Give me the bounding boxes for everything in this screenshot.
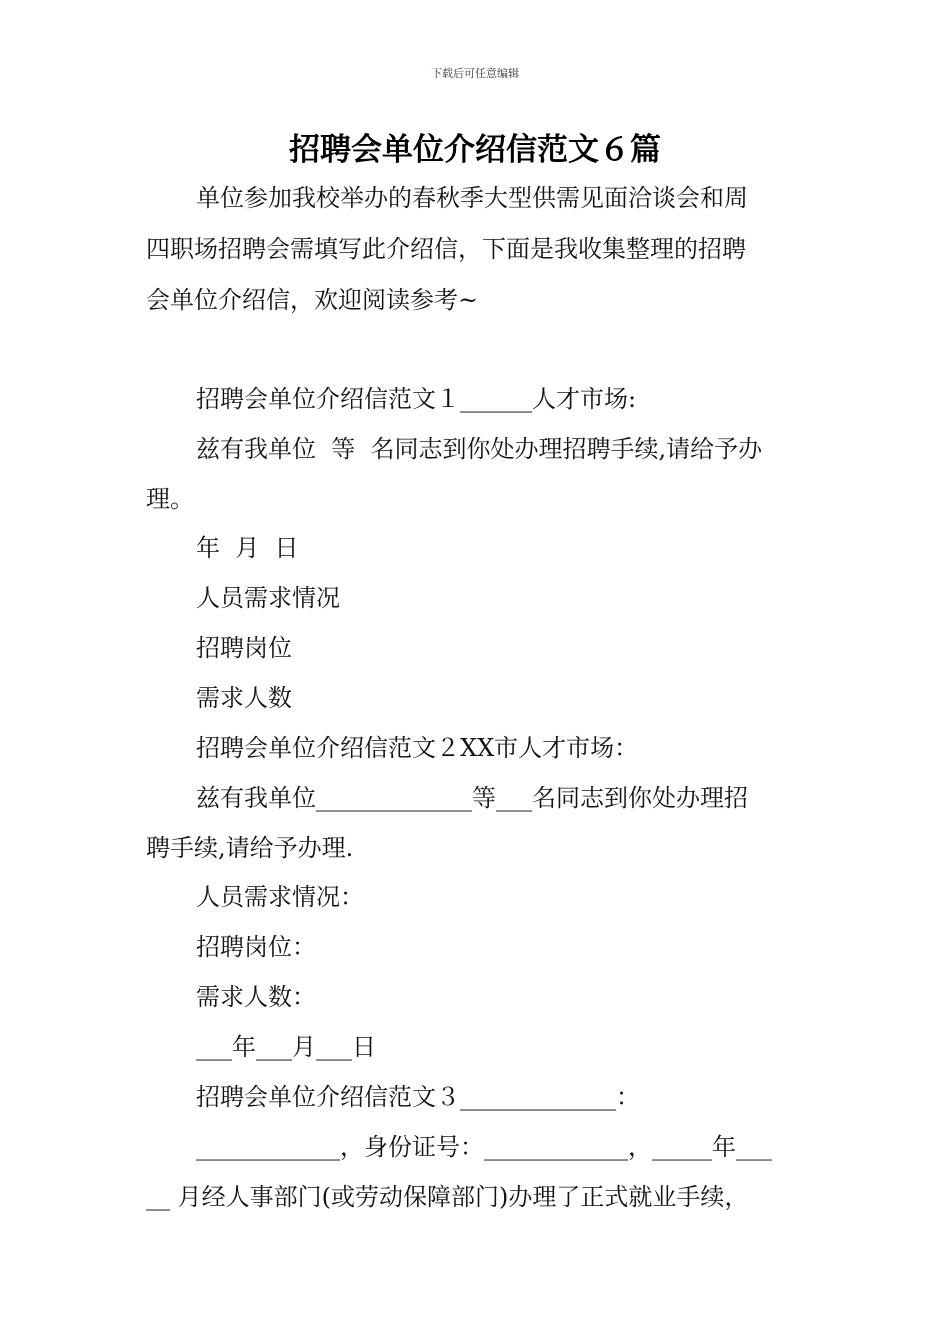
sample-1-body-line-1: 兹有我单位 等 名同志到你处办理招聘手续,请给予办	[196, 435, 763, 463]
sample-2-staff-needs: 人员需求情况：	[196, 883, 364, 911]
sample-2-body-line-1: 兹有我单位_____________等___名同志到你处办理招	[196, 784, 748, 812]
intro-paragraph-line-3: 会单位介绍信，欢迎阅读参考~	[146, 286, 479, 314]
sample-1-headcount: 需求人数	[196, 684, 292, 712]
document-title: 招聘会单位介绍信范文６篇	[289, 132, 661, 168]
sample-1-heading: 招聘会单位介绍信范文１______人才市场:	[196, 385, 637, 413]
intro-paragraph-line-2: 四职场招聘会需填写此介绍信，下面是我收集整理的招聘	[146, 235, 746, 263]
sample-1-body-line-2: 理。	[146, 485, 194, 513]
intro-paragraph-line-1: 单位参加我校举办的春秋季大型供需见面洽谈会和周	[196, 184, 748, 212]
sample-2-headcount: 需求人数：	[196, 983, 316, 1011]
sample-3-body-line-1: ____________，身份证号：____________，_____年___	[196, 1133, 772, 1161]
sample-2-date: ___年___月___日	[196, 1033, 376, 1061]
sample-3-body-line-2: __ 月经人事部门(或劳动保障部门)办理了正式就业手续，	[146, 1183, 749, 1211]
sample-2-body-line-2: 聘手续,请给予办理.	[146, 834, 354, 862]
sample-1-date: 年 月 日	[196, 534, 299, 562]
page-header-note: 下载后可任意编辑	[431, 67, 519, 80]
sample-1-positions: 招聘岗位	[196, 634, 292, 662]
sample-1-staff-needs: 人员需求情况	[196, 584, 340, 612]
sample-3-heading: 招聘会单位介绍信范文３_____________：	[196, 1083, 640, 1111]
sample-2-positions: 招聘岗位：	[196, 933, 316, 961]
sample-2-heading: 招聘会单位介绍信范文２XX市人才市场：	[196, 734, 639, 762]
